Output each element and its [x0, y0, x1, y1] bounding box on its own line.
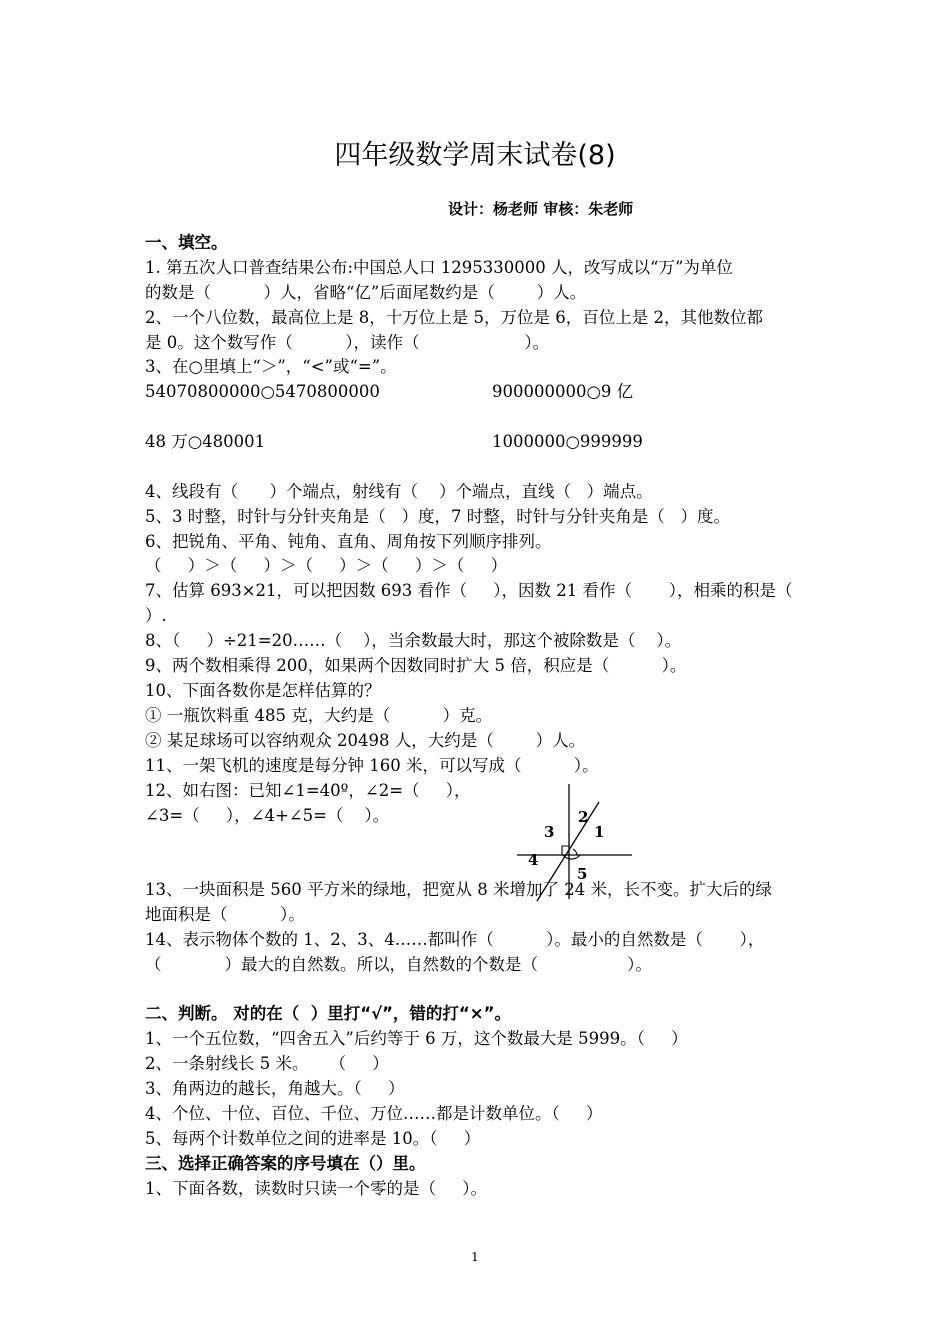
- choice-q1: 1、下面各数，读数时只读一个零的是（ ）。: [145, 1179, 487, 1198]
- section2-heading: 二、判断。 对的在（ ）里打“√”，错的打“×”。: [145, 1004, 511, 1023]
- q2-line2: 是 0。这个数写作（ ），读作（ ）。: [145, 333, 550, 352]
- q3-text: 3、在○里填上“＞”，“<”或“=”。: [145, 357, 397, 376]
- page-number: 1: [471, 1250, 479, 1264]
- judge-item-5: 5、每两个计数单位之间的进率是 10。（ ）: [145, 1129, 481, 1148]
- q12-line2: ∠3=（ ），∠4+∠5=（ ）。: [145, 806, 390, 825]
- q9-text: 9、两个数相乘得 200，如果两个因数同时扩大 5 倍，积应是（ ）。: [145, 656, 687, 675]
- angle-label-1: 1: [594, 823, 605, 841]
- q3-compare-b: 900000000○9 亿: [492, 382, 634, 401]
- section3-heading: 三、选择正确答案的序号填在（）里。: [145, 1154, 426, 1173]
- angle-label-5: 5: [577, 865, 588, 883]
- judge-item-2: 2、一条射线长 5 米。 （ ）: [145, 1054, 389, 1073]
- page-title: 四年级数学周末试卷(8): [334, 140, 616, 171]
- judge-item-1: 1、一个五位数，“四舍五入”后约等于 6 万，这个数最大是 5999。（ ）: [145, 1029, 688, 1048]
- q3-compare-c: 48 万○480001: [145, 432, 266, 451]
- angle-label-3: 3: [544, 823, 555, 841]
- q6-blanks: （ ）＞（ ）＞（ ）＞（ ）＞（ ）: [145, 556, 508, 575]
- angle1-arc: [573, 849, 577, 855]
- q14-line1: 14、表示物体个数的 1、2、3、4……都叫作（ ）。最小的自然数是（ ），: [145, 930, 765, 949]
- q3-compare-d: 1000000○999999: [492, 432, 643, 451]
- angle-label-4: 4: [528, 851, 539, 869]
- section1-heading: 一、填空。: [145, 233, 228, 252]
- q14-line2: （ ）最大的自然数。所以，自然数的个数是（ ）。: [145, 955, 652, 974]
- q1-line1: 1. 第五次人口普查结果公布:中国总人口 1295330000 人，改写成以“万”为单位: [145, 258, 733, 277]
- q10-item1: ① 一瓶饮料重 485 克，大约是（ ）克。: [145, 706, 493, 725]
- q4-text: 4、线段有（ ）个端点，射线有（ ）个端点，直线（ ）端点。: [145, 482, 653, 501]
- judge-item-3: 3、角两边的越长，角越大。（ ）: [145, 1079, 405, 1098]
- q10-item2: ② 某足球场可以容纳观众 20498 人，大约是（ ）人。: [145, 731, 586, 750]
- q8-text: 8、（ ）÷21=20……（ ），当余数最大时，那这个被除数是（ ）。: [145, 631, 682, 650]
- q10-text: 10、下面各数你是怎样估算的？: [145, 681, 381, 700]
- q3-compare-a: 54070800000○5470800000: [145, 382, 380, 401]
- q11-text: 11、一架飞机的速度是每分钟 160 米，可以写成（ ）。: [145, 756, 599, 775]
- q13-line1: 13、一块面积是 560 平方米的绿地，把宽从 8 米增加了 24 米，长不变。扩大后的绿: [145, 880, 772, 899]
- q6-text: 6、把锐角、平角、钝角、直角、周角按下列顺序排列。: [145, 532, 552, 551]
- author-credit: 设计：杨老师 审核：朱老师: [448, 200, 634, 218]
- q13-line2: 地面积是（ ）。: [145, 905, 305, 924]
- q2-line1: 2、一个八位数，最高位上是 8，十万位上是 5，万位是 6，百位上是 2，其他数位都: [145, 308, 763, 327]
- judge-item-4: 4、个位、十位、百位、千位、万位……都是计数单位。（ ）: [145, 1104, 603, 1123]
- q1-line2: 的数是（ ）人，省略“亿”后面尾数约是（ ）人。: [145, 283, 587, 302]
- q7-line2: ）.: [145, 606, 167, 625]
- q5-text: 5、3 时整，时针与分针夹角是（ ）度，7 时整，时针与分针夹角是（ ）度。: [145, 507, 730, 526]
- angle-label-2: 2: [578, 808, 589, 826]
- q7-line1: 7、估算 693×21，可以把因数 693 看作（ ），因数 21 看作（ ），相乘的积是（: [145, 581, 793, 600]
- q12-line1: 12、如右图：已知∠1=40º，∠2=（ ），: [145, 781, 471, 800]
